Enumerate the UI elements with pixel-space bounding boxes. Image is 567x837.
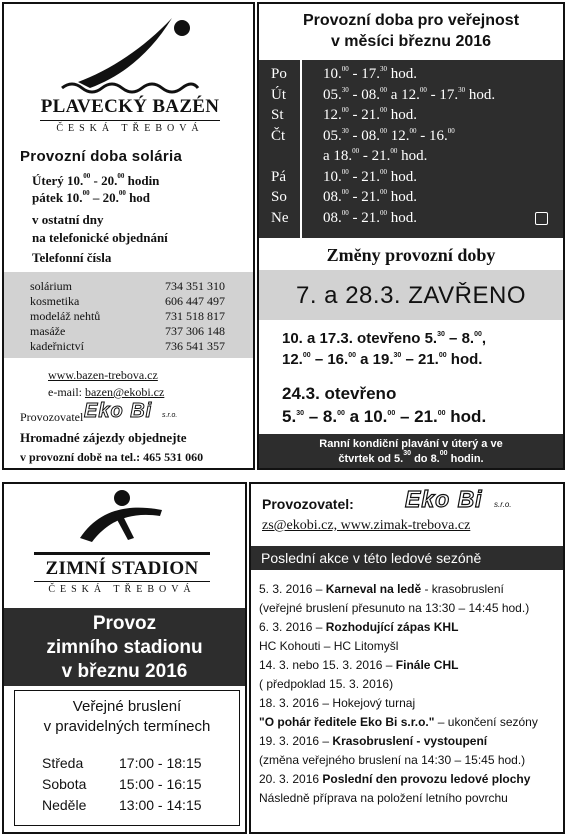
hours-row-ct: Čt 05.30 - 08.00 12.00 - 16.00: [271, 126, 455, 144]
contact-phone: 737 306 148: [165, 324, 225, 338]
pool-logo-subtitle: ČESKÁ TŘEBOVÁ: [56, 123, 204, 134]
group-tours-line2: v provozní době na tel.: 465 531 060: [20, 450, 204, 464]
event-line: 5. 3. 2016 – Karneval na ledě - krasobruslení: [259, 582, 504, 596]
event-line: 6. 3. 2016 – Rozhodující zápas KHL: [259, 620, 459, 634]
group-tours-line1: Hromadné zájezdy objednejte: [20, 430, 187, 445]
contact-name: kosmetika: [30, 294, 80, 308]
pool-email-line: [48, 385, 164, 400]
contact-phone: 731 518 817: [165, 309, 225, 323]
contact-phone: 734 351 310: [165, 279, 225, 293]
other-days-line2: na telefonické objednání: [32, 230, 168, 245]
pool-operator-suffix: s.r.o.: [162, 412, 178, 419]
pool-website-link[interactable]: www.bazen-trebova.cz: [48, 368, 158, 382]
solarium-heading: Provozní doba solária: [20, 148, 183, 165]
event-line: 18. 3. 2016 – Hokejový turnaj: [259, 696, 416, 710]
season-title: Poslední akce v této ledové sezóně: [261, 550, 482, 566]
schedule-row: Středa 17:00 - 18:15: [42, 755, 202, 771]
event-line: HC Kohouti – HC Litomyšl: [259, 639, 399, 653]
event-line: (veřejné bruslení přesunuto na 13:30 – 14:45 hod.): [259, 601, 530, 615]
schedule-row: Sobota 15:00 - 16:15: [42, 776, 202, 792]
season-title-bar: [251, 546, 563, 570]
email-label: e-mail:: [48, 385, 85, 399]
events-list: [259, 580, 538, 808]
event-line: 19. 3. 2016 – Krasobruslení - vystoupení: [259, 734, 488, 748]
event-line: (změna veřejného bruslení na 14:30 – 15:45 hod.): [259, 753, 526, 767]
closed-text: 7. a 28.3. ZAVŘENO: [296, 282, 526, 309]
contacts-list: [30, 279, 250, 354]
solarium-hours-2: pátek 10.00 – 20.00 hod: [32, 189, 151, 205]
morning-swim-line2: čtvrtek od 5.30 do 8.00 hodin.: [338, 450, 484, 465]
change2: 24.3. otevřeno 5.30 – 8.00 a 10.00 – 21.00 hod.: [282, 384, 487, 426]
hours-title-line1: Provozní doba pro veřejnost: [302, 12, 520, 29]
pool-logo-rule: [40, 120, 220, 121]
contacts-box: [4, 272, 253, 358]
contact-phone: 606 447 497: [165, 294, 225, 308]
event-line: 20. 3. 2016 Poslední den provozu ledové plochy: [259, 772, 531, 786]
weekly-hours-list: [271, 64, 495, 228]
contact-name: solárium: [30, 279, 72, 293]
swimmer-logo-icon: [60, 14, 200, 96]
stadium-operator-logo: Eko Bi: [405, 486, 483, 512]
closed-box: [259, 270, 563, 320]
hours-title: [259, 10, 563, 52]
other-days-line1: v ostatní dny: [32, 212, 104, 227]
skating-title: [14, 697, 240, 737]
event-line: "O pohár ředitele Eko Bi s.r.o." – ukončení sezóny: [259, 715, 538, 729]
stadium-logo-title: ZIMNÍ STADION: [45, 558, 199, 579]
stadium-logo-bar: [34, 552, 210, 555]
hours-row-po: Po 10.00 - 17.30 hod.: [271, 65, 417, 82]
stadium-operator-label: Provozovatel:: [262, 496, 354, 512]
contact-phone: 736 541 357: [165, 339, 225, 353]
stadium-logo-rule: [34, 581, 210, 582]
event-line: 14. 3. nebo 15. 3. 2016 – Finále CHL: [259, 658, 459, 672]
hours-row-pa: Pá 10.00 - 21.00 hod.: [271, 167, 417, 185]
changes-title: Změny provozní doby: [326, 245, 496, 265]
skating-schedule: [42, 753, 202, 816]
contact-name: modeláž nehtů: [30, 309, 101, 323]
stadium-operator-suffix: s.r.o.: [494, 500, 512, 509]
skating-title-line1: Veřejné bruslení: [72, 698, 182, 715]
event-line: ( předpoklad 15. 3. 2016): [259, 677, 394, 691]
hours-row-ut: Út 05.30 - 08.00 a 12.00 - 17.30 hod.: [271, 85, 496, 103]
provoz-line1: Provoz: [92, 613, 157, 634]
contact-row: [30, 339, 250, 354]
event-line: Následně příprava na položení letního povrchu: [259, 791, 508, 805]
contact-name: masáže: [30, 324, 66, 338]
schedule-row: Neděle 13:00 - 14:15: [42, 797, 202, 813]
morning-swim-box: [259, 434, 563, 468]
pool-email-link[interactable]: bazen@ekobi.cz: [84, 385, 165, 399]
stadium-logo-subtitle: ČESKÁ TŘEBOVÁ: [48, 584, 196, 595]
pool-operator-logo: Eko Bi: [84, 400, 153, 422]
weekly-hours-box: [259, 60, 563, 238]
skating-title-line2: v pravidelných termínech: [43, 718, 211, 735]
hours-row-ne: Ne 08.00 - 21.00 hod.: [271, 208, 417, 226]
phones-heading: Telefonní čísla: [32, 250, 112, 265]
contact-row: [30, 279, 250, 294]
contact-row: [30, 324, 250, 339]
pool-operator-label: Provozovatel: [20, 410, 84, 424]
pool-logo-title: PLAVECKÝ BAZÉN: [40, 96, 220, 117]
stadium-provoz-box: [4, 608, 245, 686]
contact-name: kadeřnictví: [30, 339, 84, 353]
hours-row-so: So 08.00 - 21.00 hod.: [271, 188, 417, 205]
contact-row: [30, 309, 250, 324]
contact-row: [30, 294, 250, 309]
change1: 10. a 17.3. otevřeno 5.30 – 8.00, 12.00 – 16.00 a 19.30 – 21.00 hod.: [282, 330, 487, 368]
hours-row-ct-2: a 18.00 - 21.00 hod.: [323, 147, 428, 164]
stadium-contact-links[interactable]: zs@ekobi.cz, www.zimak-trebova.cz: [262, 518, 471, 533]
morning-swim-line1: Ranní kondiční plavání v úterý a ve: [319, 438, 503, 450]
skater-logo-icon: [70, 488, 170, 550]
solarium-hours-1: Úterý 10.00 - 20.00 hodin: [32, 172, 160, 188]
hours-title-line2: v měsíci březnu 2016: [330, 33, 492, 50]
provoz-line3: v březnu 2016: [61, 661, 188, 682]
hours-row-st: St 12.00 - 21.00 hod.: [271, 106, 417, 123]
provoz-line2: zimního stadionu: [46, 637, 203, 658]
checkbox-icon: [535, 212, 548, 225]
